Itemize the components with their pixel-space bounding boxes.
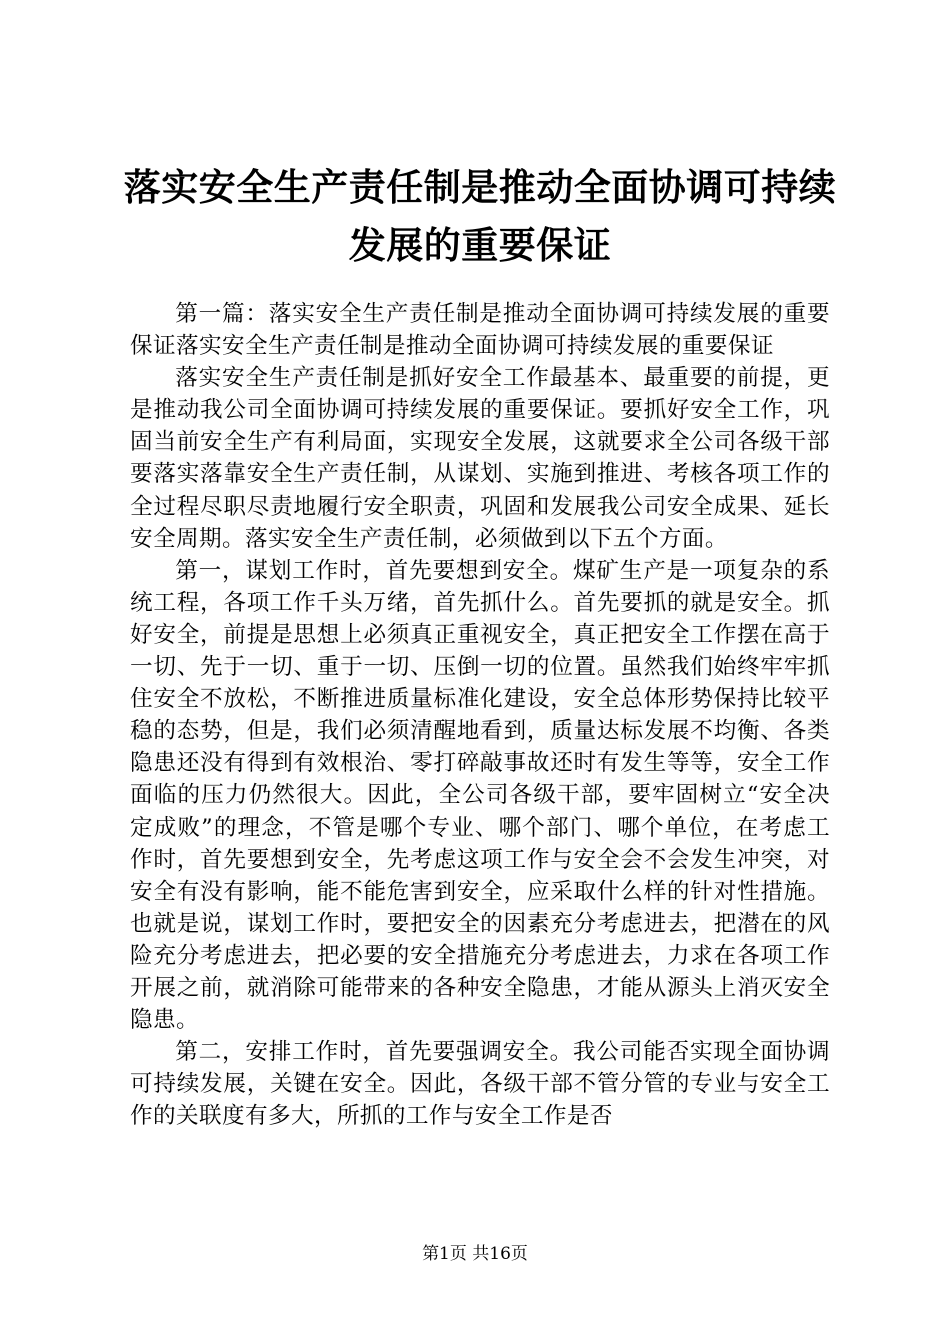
- page-footer: [0, 1243, 950, 1265]
- paragraph-3: 第一，谋划工作时，首先要想到安全。煤矿生产是一项复杂的系统工程，各项工作千头万绪，首先抓什么。首先要抓的就是安全。抓好安全，前提是思想上必须真正重视安全，真正把安全工作摆在高于一切、先于一切、重于一切、压倒一切的位置。虽然我们始终牢牢抓住安全不放松，不断推进质量标准化建设，安全总体形势保持比较平稳的态势，但是，我们必须清醒地看到，质量达标发展不均衡、各类隐患还没有得到有效根治、零打碎敲事故还时有发生等等，安全工作面临的压力仍然很大。因此，全公司各级干部，要牢固树立“安全决定成败”的理念，不管是哪个专业、哪个部门、哪个单位，在考虑工作时，首先要想到安全，先考虑这项工作与安全会不会发生冲突，对安全有没有影响，能不能危害到安全，应采取什么样的针对性措施。也就是说，谋划工作时，要把安全的因素充分考虑进去，把潜在的风险充分考虑进去，把必要的安全措施充分考虑进去，力求在各项工作开展之前，就消除可能带来的各种安全隐患，才能从源头上消灭安全隐患。: [130, 557, 830, 1034]
- document-title: 落实安全生产责任制是推动全面协调可持续发展的重要保证: [123, 165, 837, 267]
- paragraph-1: 第一篇：落实安全生产责任制是推动全面协调可持续发展的重要保证落实安全生产责任制是推动全面协调可持续发展的重要保证: [130, 301, 830, 360]
- page-number-label: 第1页 共16页: [422, 1244, 528, 1264]
- paragraph-4: 第二，安排工作时，首先要强调安全。我公司能否实现全面协调可持续发展，关键在安全。因此，各级干部不管分管的专业与安全工作的关联度有多大，所抓的工作与安全工作是否: [130, 1039, 830, 1130]
- document-body: [130, 298, 830, 1132]
- paragraph-2: 落实安全生产责任制是抓好安全工作最基本、最重要的前提，更是推动我公司全面协调可持续发展的重要保证。要抓好安全工作，巩固当前安全生产有利局面，实现安全发展，这就要求全公司各级干部要落实落靠安全生产责任制，从谋划、实施到推进、考核各项工作的全过程尽职尽责地履行安全职责，巩固和发展我公司安全成果、延长安全周期。落实安全生产责任制，必须做到以下五个方面。: [130, 365, 830, 552]
